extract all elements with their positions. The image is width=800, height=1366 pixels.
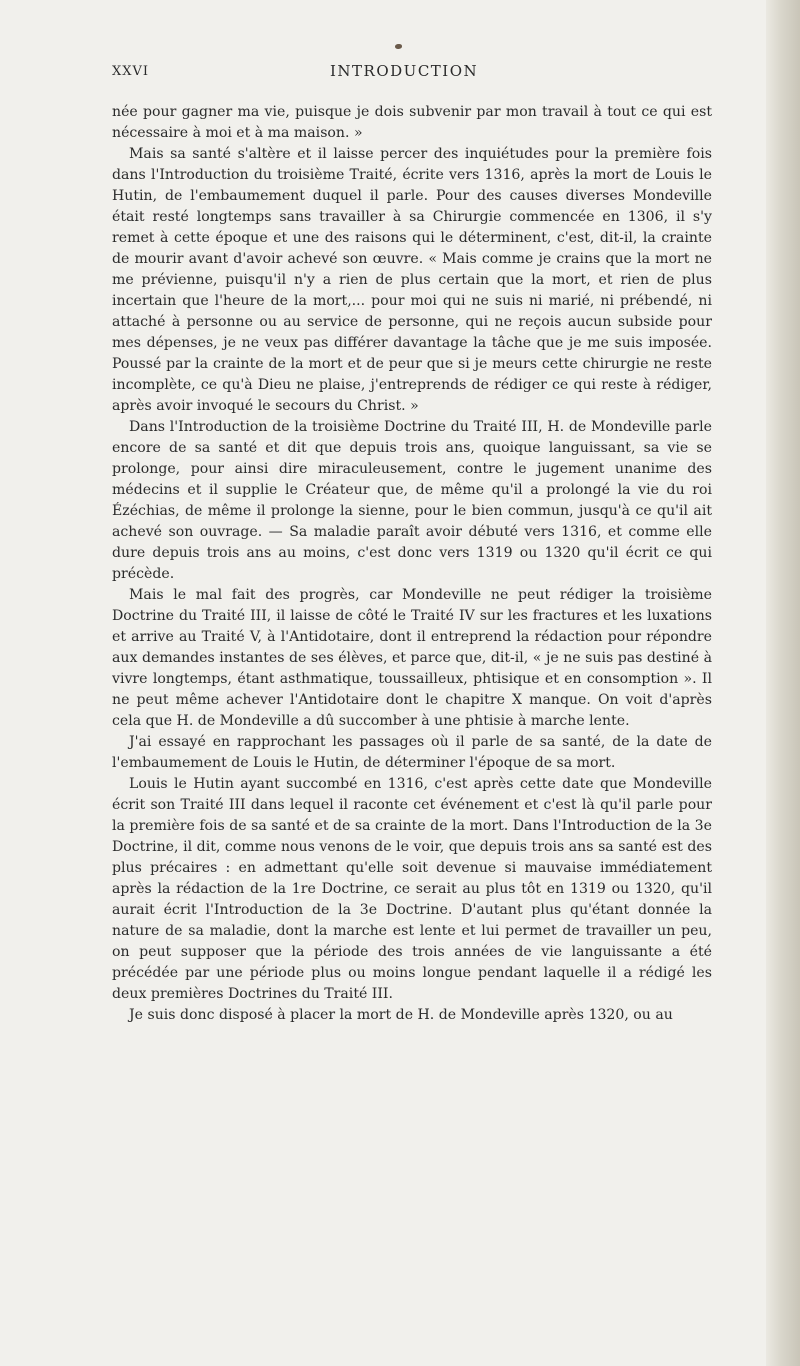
body-text: [112, 102, 712, 1026]
paragraph-6: Louis le Hutin ayant succombé en 1316, c'est après cette date que Mondeville écrit son Traité III dans lequel il raconte cet événement et c'est là qu'il parle pour la première fois de sa santé et de sa crainte de la mort. Dans l'Introduction de la 3e Doctrine, il dit, comme nous venons de le voir, que depuis trois ans sa santé est des plus précaires : en admettant qu'elle soit devenue si mauvaise immédiatement après la rédaction de la 1re Doctrine, ce serait au plus tôt en 1319 ou 1320, qu'il aurait écrit l'Introduction de la 3e Doctrine. D'autant plus qu'étant donnée la nature de sa maladie, dont la marche est lente et lui permet de travailler un peu, on peut supposer que la période des trois années de vie languissante a été précédée par une période plus ou moins longue pendant laquelle il a rédigé les deux premières Doctrines du Traité III.: [112, 776, 712, 1002]
paragraph-7: Je suis donc disposé à placer la mort de H. de Mondeville après 1320, ou au: [129, 1007, 673, 1023]
paragraph-4: Mais le mal fait des progrès, car Mondeville ne peut rédiger la troisième Doctrine du Traité III, il laisse de côté le Traité IV sur les fractures et les luxations et arrive au Traité V, à l'Antidotaire, dont il entreprend la rédaction pour répondre aux demandes instantes de ses élèves, et parce que, dit-il, « je ne suis pas destiné à vivre longtemps, étant asthmatique, toussailleux, phtisique et en consomption ». Il ne peut même achever l'Antidotaire dont le chapitre X manque. On voit d'après cela que H. de Mondeville a dû succomber à une phtisie à marche lente.: [112, 587, 712, 729]
page-number: XXVI: [112, 64, 150, 79]
paragraph-1: née pour gagner ma vie, puisque je dois subvenir par mon travail à tout ce qui est nécessaire à moi et à ma maison. »: [112, 104, 712, 141]
ink-spot: [395, 44, 402, 49]
paragraph-5: J'ai essayé en rapprochant les passages où il parle de sa santé, de la date de l'embaumement de Louis le Hutin, de déterminer l'époque de sa mort.: [112, 734, 712, 771]
paragraph-2: Mais sa santé s'altère et il laisse percer des inquiétudes pour la première fois dans l'Introduction du troisième Traité, écrite vers 1316, après la mort de Louis le Hutin, de l'embaumement duquel il parle. Pour des causes diverses Mondeville était resté longtemps sans travailler à sa Chirurgie commencée en 1306, il s'y remet à cette époque et une des raisons qui le déterminent, c'est, dit-il, la crainte de mourir avant d'avoir achevé son œuvre. « Mais comme je crains que la mort ne me prévienne, puisqu'il n'y a rien de plus certain que la mort, et rien de plus incertain que l'heure de la mort,... pour moi qui ne suis ni marié, ni prébendé, ni attaché à personne ou au service de personne, qui ne reçois aucun subside pour mes dépenses, je ne veux pas différer davantage la tâche que je me suis imposée. Poussé par la crainte de la mort et de peur que si je meurs cette chirurgie ne reste incomplète, ce qu'à Dieu ne plaise, j'entreprends de rédiger ce qui reste à rédiger, après avoir invoqué le secours du Christ. »: [112, 146, 712, 414]
page-edge-shadow: [766, 0, 800, 1366]
running-head: [0, 58, 800, 88]
running-title: INTRODUCTION: [330, 62, 479, 80]
paragraph-3: Dans l'Introduction de la troisième Doctrine du Traité III, H. de Mondeville parle encore de sa santé et dit que depuis trois ans, quoique languissant, sa vie se prolonge, pour ainsi dire miraculeusement, contre le jugement unanime des médecins et il supplie le Créateur que, de même qu'il a prolongé la vie du roi Ézéchias, de même il prolonge la sienne, pour le bien commun, jusqu'à ce qu'il ait achevé son ouvrage. — Sa maladie paraît avoir débuté vers 1316, et comme elle dure depuis trois ans au moins, c'est donc vers 1319 ou 1320 qu'il écrit ce qui précède.: [112, 419, 712, 582]
